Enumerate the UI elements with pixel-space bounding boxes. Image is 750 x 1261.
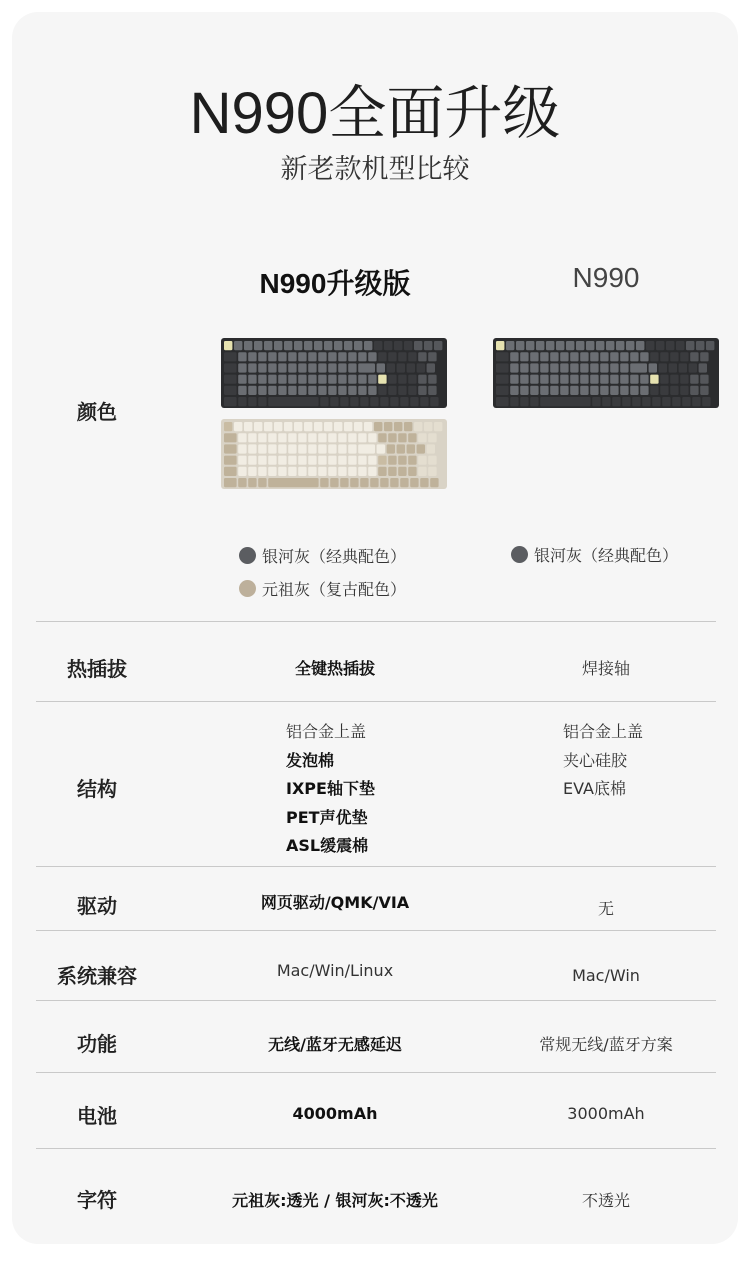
color-swatch-galaxy-gray: [239, 547, 256, 564]
page-title: N990全面升级: [189, 81, 561, 146]
keyboard-image-galaxy-gray-old: [493, 338, 719, 408]
structure-new-list: [286, 718, 375, 861]
color-option-new-1: [239, 544, 406, 567]
column-header-old: N990: [572, 262, 640, 293]
keyboard-keys-illustration: [493, 338, 719, 408]
structure-old-item: EVA底棉: [563, 779, 626, 798]
keyboard-keys-illustration: [221, 419, 447, 489]
keycaps-new-value: 元祖灰:透光 / 银河灰:不透光: [232, 1191, 438, 1210]
column-header-new: N990升级版: [259, 268, 411, 299]
keycaps-old-value: 不透光: [581, 1191, 630, 1210]
structure-new-item: IXPE轴下垫: [286, 779, 375, 798]
structure-new-item: PET声优垫: [286, 807, 368, 827]
color-option-new-2: [239, 577, 406, 600]
row-label-battery: 电池: [77, 1104, 117, 1128]
row-label-function: 功能: [77, 1032, 117, 1056]
battery-new-value: 4000mAh: [292, 1104, 378, 1123]
row-divider: [36, 621, 716, 622]
compat-old-value: Mac/Win: [572, 966, 640, 985]
structure-old-item: 夹心硅胶: [563, 750, 628, 770]
row-label-structure: 结构: [77, 777, 117, 801]
function-old-value: 常规无线/蓝牙方案: [539, 1035, 673, 1054]
color-swatch-retro-gray: [239, 580, 256, 597]
keyboard-image-galaxy-gray-new: [221, 338, 447, 408]
row-divider: [36, 866, 716, 867]
color-option-label: 银河灰（经典配色）: [262, 547, 407, 566]
color-swatch-galaxy-gray: [511, 546, 528, 563]
driver-new-value: 网页驱动/QMK/VIA: [260, 893, 410, 912]
battery-old-value: 3000mAh: [567, 1104, 645, 1123]
function-new-value: 无线/蓝牙无感延迟: [268, 1035, 402, 1054]
row-divider: [36, 701, 716, 702]
row-label-compat: 系统兼容: [57, 964, 137, 988]
row-divider: [36, 930, 716, 931]
row-divider: [36, 1000, 716, 1001]
structure-new-item: 发泡棉: [286, 750, 335, 770]
driver-old-value: 无: [597, 899, 614, 918]
color-option-label: 银河灰（经典配色）: [534, 546, 679, 565]
row-label-hotswap: 热插拔: [67, 657, 127, 681]
row-label-colors: 颜色: [77, 400, 117, 424]
compat-new-value: Mac/Win/Linux: [276, 961, 394, 980]
color-option-old-1: [511, 543, 678, 566]
page-subtitle: 新老款机型比较: [280, 154, 470, 185]
hotswap-new-value: 全键热插拔: [294, 659, 375, 678]
structure-new-item: 铝合金上盖: [286, 722, 367, 741]
row-divider: [36, 1148, 716, 1149]
keyboard-keys-illustration: [221, 338, 447, 408]
hotswap-old-value: 焊接轴: [581, 659, 630, 678]
row-label-keycaps: 字符: [77, 1188, 117, 1212]
comparison-card: [12, 12, 738, 1244]
row-label-driver: 驱动: [77, 894, 117, 918]
structure-old-item: 铝合金上盖: [563, 722, 644, 741]
color-option-label: 元祖灰（复古配色）: [262, 580, 407, 599]
keyboard-image-retro-gray-new: [221, 419, 447, 489]
structure-old-list: [563, 718, 643, 804]
row-divider: [36, 1072, 716, 1073]
structure-new-item: ASL缓震棉: [286, 836, 369, 855]
